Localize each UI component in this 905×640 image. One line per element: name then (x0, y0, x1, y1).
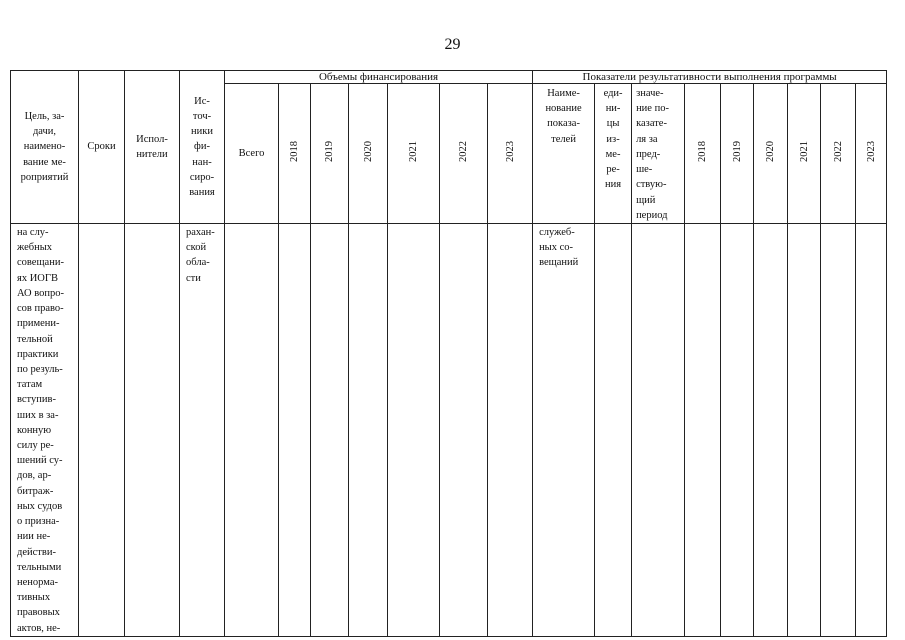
page-number: 29 (444, 36, 461, 53)
row-terms-cell (79, 223, 125, 636)
header-units: еди- ни- цы из- ме- ре- ния (595, 84, 632, 224)
header-indicator-year: 2022 (821, 84, 856, 224)
header-sources: Ис- точ- ники фи- нан- сиро- вания (180, 71, 225, 224)
header-funding-year: 2021 (388, 84, 440, 224)
row-previous-value-cell (632, 223, 685, 636)
header-indicators-group: Показатели результативности выполнения программы (533, 71, 887, 84)
header-indicator-name: Наиме- нование показа- телей (533, 84, 595, 224)
header-funding-year: 2023 (488, 84, 533, 224)
header-funding-year: 2022 (440, 84, 488, 224)
row-goal-cell: на слу- жебных совещани- ях ИОГВ АО вопро- сов право- примени- тельной практики по резуль- татам вступив- ших в за- конную силу ре- шений су- дов, ар- битраж- ных судов о призна- нии не- действи- тельными ненорма- тивных правовых актов, не- (11, 223, 79, 636)
row-indicator-year-cell (856, 223, 887, 636)
row-indicator-year-cell (821, 223, 856, 636)
row-funding-cell (311, 223, 349, 636)
row-funding-cell (279, 223, 311, 636)
header-indicator-year: 2021 (788, 84, 821, 224)
header-previous-value: значе- ние по- казате- ля за пред- ше- ствую- щий период (632, 84, 685, 224)
header-goal: Цель, за- дачи, наимено- вание ме- роприятий (11, 71, 79, 224)
header-total: Всего (225, 84, 279, 224)
row-indicator-year-cell (685, 223, 721, 636)
header-terms: Сроки (79, 71, 125, 224)
row-funding-cell (440, 223, 488, 636)
row-funding-cell (388, 223, 440, 636)
row-funding-cell (349, 223, 388, 636)
row-indicator-year-cell (754, 223, 788, 636)
header-indicator-year: 2018 (685, 84, 721, 224)
header-indicator-year: 2020 (754, 84, 788, 224)
table-row (11, 223, 887, 636)
row-executors-cell (125, 223, 180, 636)
row-total-cell (225, 223, 279, 636)
header-executors: Испол- нители (125, 71, 180, 224)
header-indicator-year: 2019 (721, 84, 754, 224)
row-indicator-year-cell (721, 223, 754, 636)
header-indicator-year: 2023 (856, 84, 887, 224)
header-funding-year: 2020 (349, 84, 388, 224)
row-indicator-year-cell (788, 223, 821, 636)
header-funding-year: 2018 (279, 84, 311, 224)
row-indicator-cell: служеб- ных со- вещаний (533, 223, 595, 636)
row-units-cell (595, 223, 632, 636)
program-table (10, 70, 887, 637)
header-funding-year: 2019 (311, 84, 349, 224)
row-funding-cell (488, 223, 533, 636)
row-sources-cell: рахан- ской обла- сти (180, 223, 225, 636)
header-funding-group: Объемы финансирования (225, 71, 533, 84)
